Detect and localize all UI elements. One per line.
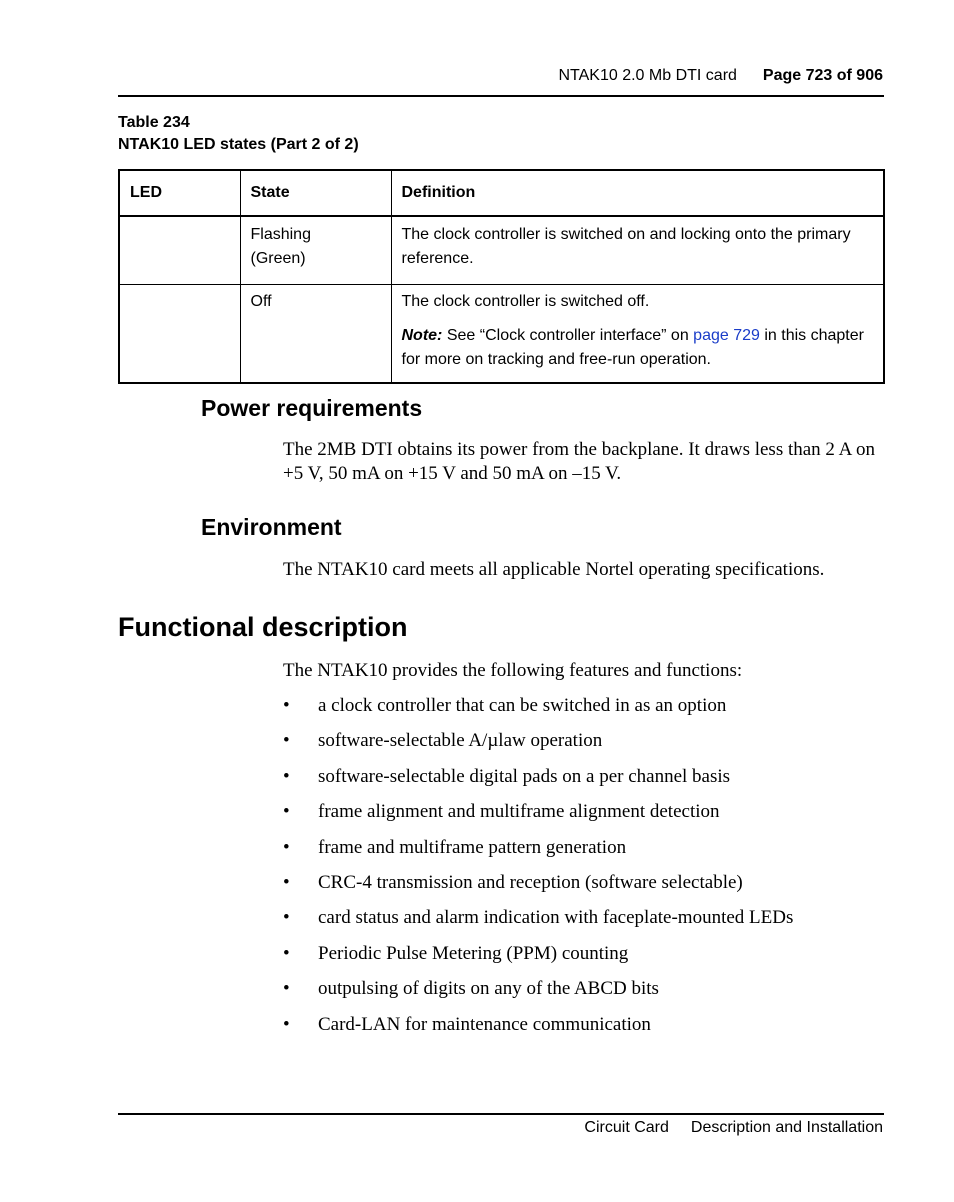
- list-item: [283, 765, 793, 800]
- bullet-icon: •: [283, 801, 290, 823]
- footer-right-text: Description and Installation: [690, 1119, 883, 1136]
- state-text: Flashing: [250, 226, 311, 243]
- led-cell: [119, 285, 240, 384]
- bullet-icon: •: [283, 907, 290, 929]
- state-cell: [240, 285, 391, 384]
- list-item-text: software-selectable A/µlaw operation: [318, 730, 603, 752]
- list-item-text: a clock controller that can be switched in as an option: [318, 695, 727, 716]
- column-header-state: State: [240, 170, 391, 216]
- document-title: NTAK10 2.0 Mb DTI card: [558, 67, 737, 84]
- power-requirements-text: The 2MB DTI obtains its power from the backplane. It draws less than 2 A on +5 V, 50 mA on +15 V and 50 mA on –15 V.: [283, 439, 876, 484]
- definition-cell: The clock controller is switched on and locking onto the primary reference.: [391, 216, 884, 285]
- note: [402, 324, 874, 372]
- list-item-text: frame alignment and multiframe alignment detection: [318, 801, 720, 823]
- bullet-icon: •: [283, 942, 290, 964]
- list-item-text: card status and alarm indication with faceplate-mounted LEDs: [318, 907, 794, 929]
- bullet-icon: •: [283, 730, 290, 752]
- list-item: [283, 729, 793, 764]
- list-item: [283, 977, 793, 1012]
- list-item-text: CRC-4 transmission and reception (software selectable): [318, 871, 743, 893]
- list-item: [283, 871, 793, 906]
- list-item-text: Card-LAN for maintenance communication: [318, 1013, 651, 1035]
- list-item-text: frame and multiframe pattern generation: [318, 836, 627, 858]
- list-item: [283, 906, 793, 941]
- state-cell: [240, 216, 391, 285]
- bullet-icon: •: [283, 978, 290, 1000]
- table-header-row: [119, 170, 884, 216]
- list-item: [283, 694, 793, 729]
- functional-description-heading: Functional description: [118, 612, 408, 642]
- header-rule: [118, 95, 884, 97]
- power-requirements-heading: Power requirements: [201, 395, 423, 421]
- led-states-table: [118, 169, 885, 384]
- feature-list: [283, 694, 793, 1048]
- list-item-text: Periodic Pulse Metering (PPM) counting: [318, 942, 629, 964]
- footer-rule: [118, 1113, 884, 1115]
- note-label: Note:: [401, 327, 443, 344]
- note-text-end: in this chapter for more on tracking and free-run operation.: [401, 327, 864, 368]
- page-header: [558, 67, 883, 85]
- environment-heading: Environment: [201, 514, 342, 540]
- page-number: Page 723 of 906: [762, 67, 883, 84]
- list-item: [283, 800, 793, 835]
- table-number: Table 234: [118, 114, 190, 131]
- functional-description-intro: The NTAK10 provides the following features and functions:: [283, 660, 743, 681]
- bullet-icon: •: [283, 765, 290, 787]
- note-text: See “Clock controller interface” on: [442, 327, 694, 344]
- table-caption: NTAK10 LED states (Part 2 of 2): [118, 136, 359, 153]
- bullet-icon: •: [283, 1013, 290, 1035]
- list-item-text: outpulsing of digits on any of the ABCD bits: [318, 978, 659, 1000]
- list-item: [283, 836, 793, 871]
- bullet-icon: •: [283, 871, 290, 893]
- table-row: [119, 216, 884, 285]
- column-header-definition: Definition: [391, 170, 884, 216]
- list-item: [283, 942, 793, 977]
- list-item: [283, 1013, 793, 1048]
- page-footer: [584, 1119, 883, 1137]
- state-text-line2: (Green): [250, 250, 306, 267]
- bullet-icon: •: [283, 695, 290, 716]
- bullet-icon: •: [283, 836, 290, 858]
- led-cell: [119, 216, 240, 285]
- footer-left-text: Circuit Card: [584, 1119, 669, 1136]
- page-link[interactable]: page 729: [693, 327, 760, 344]
- table-row: [119, 285, 884, 384]
- column-header-led: LED: [119, 170, 240, 216]
- environment-text: The NTAK10 card meets all applicable Nortel operating specifications.: [283, 559, 825, 580]
- state-text: Off: [250, 293, 272, 310]
- definition-text: The clock controller is switched off.: [401, 293, 650, 310]
- list-item-text: software-selectable digital pads on a per channel basis: [318, 765, 731, 787]
- definition-cell: [391, 285, 884, 384]
